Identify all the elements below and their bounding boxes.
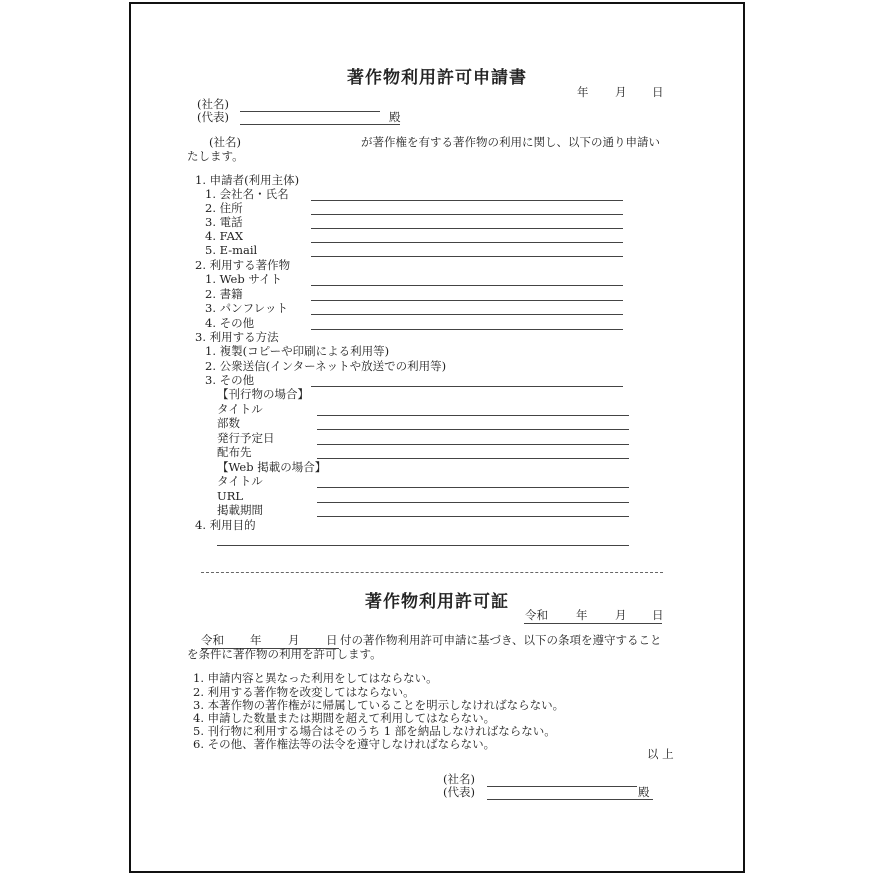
body-date-year: 年 [250,633,262,647]
section2-heading: 2. 利用する著作物 [195,258,291,272]
permit-rep-line[interactable] [487,799,653,800]
cut-line [201,572,663,573]
closing: 以 上 [647,747,674,761]
web-item: タイトル [217,474,263,488]
print-field-line[interactable] [317,429,629,430]
print-item: タイトル [217,402,263,416]
web-field-line[interactable] [317,487,629,488]
s1-field-line[interactable] [311,242,623,243]
s2-field-line[interactable] [311,329,623,330]
web-field-line[interactable] [317,516,629,517]
s3-other-line[interactable] [311,386,623,387]
permit-company-line[interactable] [487,786,637,787]
body-date-era: 令和 [201,633,224,647]
section4-heading: 4. 利用目的 [195,518,256,532]
s2-field-line[interactable] [311,300,623,301]
body-date-month: 月 [288,633,300,647]
print-field-line[interactable] [317,444,629,445]
permit-title: 著作物利用許可証 [365,592,509,612]
s1-item: 4. FAX [205,229,244,243]
s3-item: 1. 複製(コピーや印刷による利用等) [205,344,390,358]
permit-date-year: 年 [576,608,588,622]
to-rep-line[interactable] [240,124,400,125]
condition-item: 5. 刊行物に利用する場合はそのうち 1 部を納品しなければならない。 [193,724,556,738]
honorific: 殿 [389,110,401,124]
s1-item: 5. E-mail [205,243,258,257]
condition-item: 6. その他、著作権法等の法令を遵守しなければならない。 [193,737,496,751]
s2-item: 1. Web サイト [205,272,283,286]
print-field-line[interactable] [317,458,629,459]
s1-item: 3. 電話 [205,215,243,229]
s1-field-line[interactable] [311,200,623,201]
body-line1-rest: 付の著作物利用許可申請に基づき、以下の条項を遵守すること [340,633,662,647]
s2-item: 2. 書籍 [205,287,243,301]
condition-item: 2. 利用する著作物を改変してはならない。 [193,685,415,699]
intro-line1: が著作権を有する著作物の利用に関し、以下の通り申請い [361,135,660,149]
document-page [129,2,745,873]
print-heading: 【刊行物の場合】 [217,387,309,401]
s2-field-line[interactable] [311,314,623,315]
permit-date-era: 令和 [525,608,548,622]
to-company-line[interactable] [240,111,380,112]
condition-item: 3. 本著作物の著作権がに帰属していることを明示しなければならない。 [193,698,565,712]
s2-item: 4. その他 [205,316,255,330]
to-rep-label: (代表) [197,110,229,124]
permit-company-label: (社名) [443,772,475,786]
s1-field-line[interactable] [311,256,623,257]
s1-field-line[interactable] [311,214,623,215]
section3-heading: 3. 利用する方法 [195,330,279,344]
print-item: 部数 [217,416,240,430]
body-line2: を条件に著作物の利用を許可します。 [187,647,382,661]
s1-item: 2. 住所 [205,201,243,215]
permit-honorific: 殿 [638,785,650,799]
web-field-line[interactable] [317,502,629,503]
web-item: 掲載期間 [217,503,263,517]
print-item: 配布先 [217,445,252,459]
permit-rep-label: (代表) [443,785,475,799]
body-date-day: 日 [326,633,338,647]
date-year: 年 [577,85,589,99]
s2-field-line[interactable] [311,285,623,286]
condition-item: 1. 申請内容と異なった利用をしてはならない。 [193,671,438,685]
web-heading: 【Web 掲載の場合】 [217,460,327,474]
s1-item: 1. 会社名・氏名 [205,187,289,201]
purpose-line[interactable] [217,545,629,546]
s3-item: 2. 公衆送信(インターネットや放送での利用等) [205,359,447,373]
permit-date-month: 月 [615,608,627,622]
print-field-line[interactable] [317,415,629,416]
section1-heading: 1. 申請者(利用主体) [195,173,300,187]
s2-item: 3. パンフレット [205,301,289,315]
date-day: 日 [652,85,664,99]
print-item: 発行予定日 [217,431,275,445]
permit-date-line[interactable] [524,623,662,624]
date-month: 月 [615,85,627,99]
s1-field-line[interactable] [311,228,623,229]
intro-company: (社名) [209,135,241,149]
intro-line2: たします。 [187,149,244,163]
s3-item: 3. その他 [205,373,255,387]
condition-item: 4. 申請した数量または期間を超えて利用してはならない。 [193,711,496,725]
application-title: 著作物利用許可申請書 [347,68,527,88]
permit-date-day: 日 [652,608,664,622]
web-item: URL [217,489,243,503]
to-company-label: (社名) [197,97,229,111]
